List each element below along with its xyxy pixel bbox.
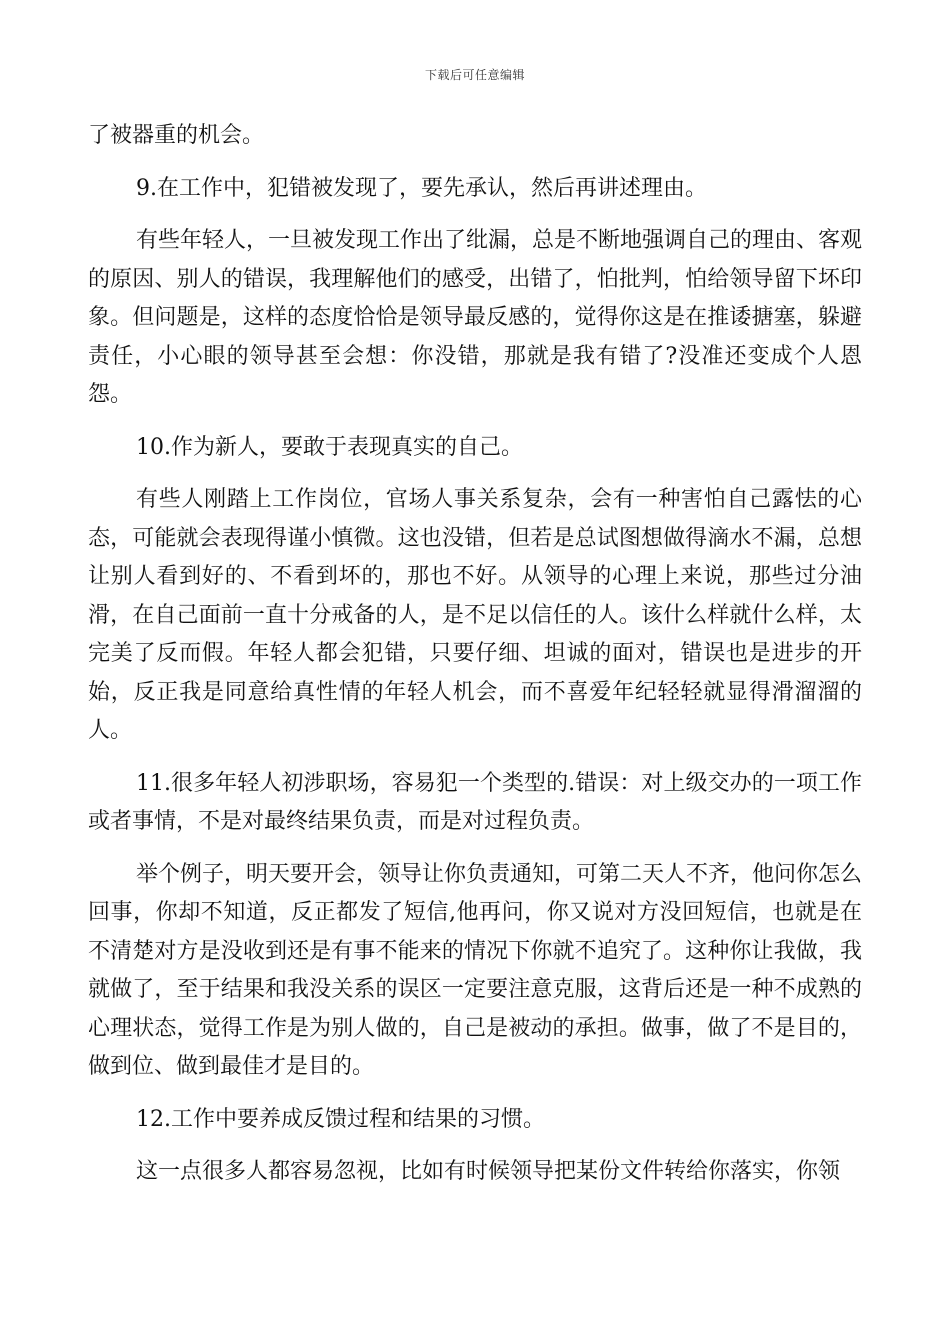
document-body [88,117,862,1206]
heading-item-12: 12.工作中要养成反馈过程和结果的习惯。 [136,1106,545,1132]
paragraph-item-10: 有些人刚踏上工作岗位，官场人事关系复杂，会有一种害怕自己露怯的心态，可能就会表现得谨小慎微。这也没错，但若是总试图想做得滴水不漏，总想让别人看到好的、不看到坏的，那也不好。从领导的心理上来说，那些过分油滑，在自己面前一直十分戒备的人，是不足以信任的人。该什么样就什么样，太完美了反而假。年轻人都会犯错，只要仔细、坦诚的面对，错误也是进步的开始，反正我是同意给真性情的年轻人机会，而不喜爱年纪轻轻就显得滑溜溜的人。 [88,487,862,743]
paragraph-item-12: 这一点很多人都容易忽视，比如有时候领导把某份文件转给你落实，你领 [136,1159,841,1184]
paragraph-item-11: 举个例子，明天要开会，领导让你负责通知，可第二天人不齐，他问你怎么回事，你却不知道，反正都发了短信,他再问，你又说对方没回短信，也就是在不清楚对方是没收到还是有事不能来的情况下你就不追究了。这种你让我做，我就做了，至于结果和我没关系的误区一定要注意克服，这背后还是一种不成熟的心理状态，觉得工作是为别人做的，自己是被动的承担。做事，做了不是目的，做到位、做到最佳才是目的。 [88,861,863,1079]
page-header: 下载后可任意编辑 [424,68,525,82]
heading-item-10: 10.作为新人，要敢于表现真实的自己。 [136,434,523,460]
heading-item-9: 9.在工作中，犯错被发现了，要先承认，然后再讲述理由。 [136,175,707,201]
paragraph-continuation: 了被器重的机会。 [88,123,265,148]
paragraph-item-9: 有些年轻人，一旦被发现工作出了纰漏，总是不断地强调自己的理由、客观的原因、别人的错误，我理解他们的感受，出错了，怕批判，怕给领导留下坏印象。但问题是，这样的态度恰恰是领导最反感的，觉得你这是在推诿搪塞，躲避责任，小心眼的领导甚至会想：你没错，那就是我有错了?没准还变成个人恩怨。 [88,228,863,407]
heading-item-11: 11.很多年轻人初涉职场，容易犯一个类型的.错误：对上级交办的一项工作或者事情，不是对最终结果负责，而是对过程负责。 [88,770,862,834]
